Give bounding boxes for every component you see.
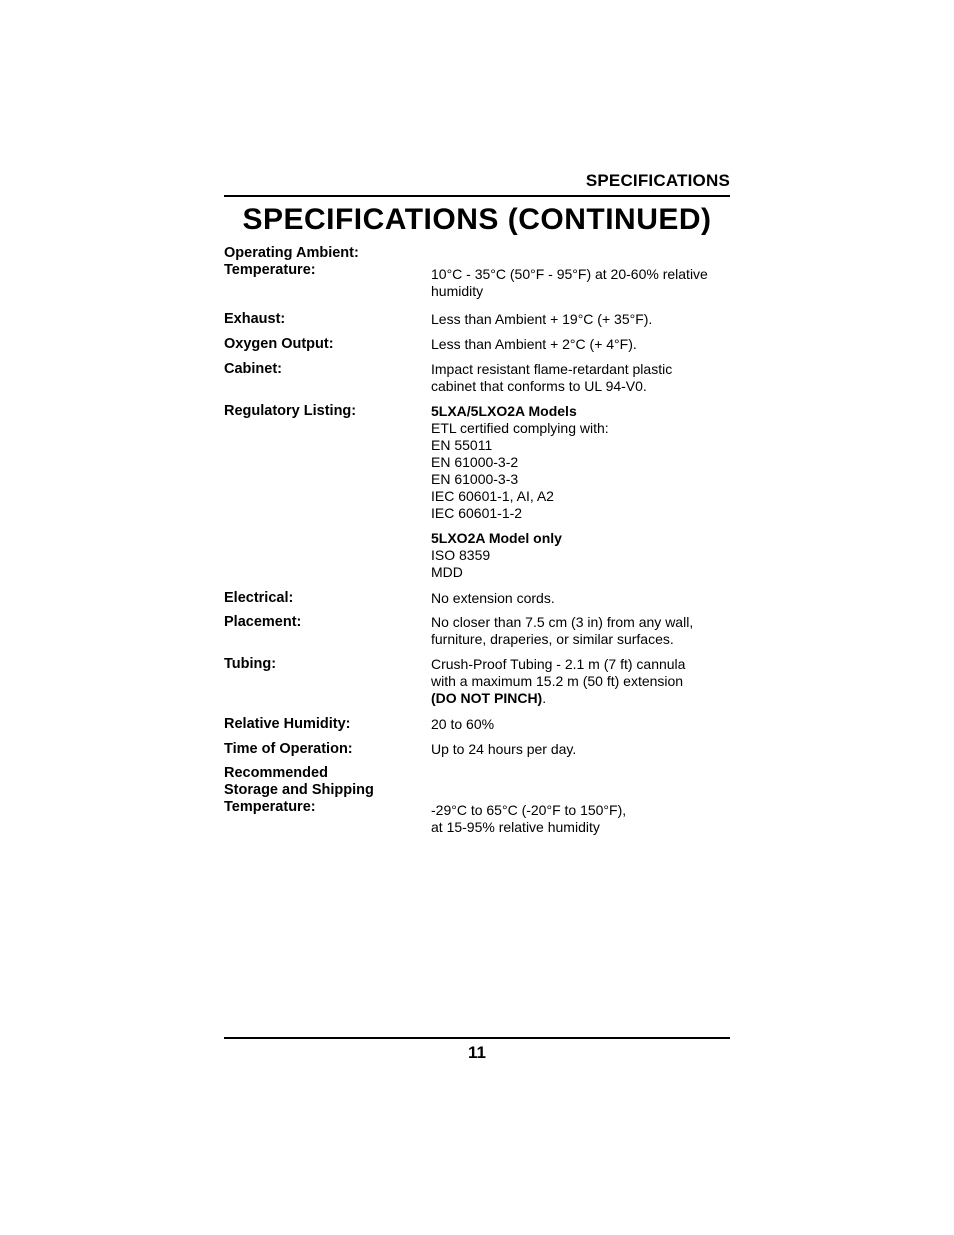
spec-value: Less than Ambient + 19°C (+ 35°F).: [431, 311, 653, 327]
spec-row-storage: [224, 765, 730, 835]
tubing-warning: (DO NOT PINCH): [431, 690, 543, 706]
spec-label: Relative Humidity:: [224, 716, 351, 732]
spec-row-oxygen-output: [224, 336, 730, 361]
storage-value-line: at 15-95% relative humidity: [431, 819, 600, 835]
spec-value: [431, 656, 711, 707]
spec-label-line: Recommended: [224, 765, 328, 781]
spec-label: Electrical:: [224, 590, 294, 606]
header-rule: [224, 195, 730, 197]
regulatory-line: MDD: [431, 564, 463, 580]
spec-row-electrical: [224, 590, 730, 614]
spec-row-operating-ambient: [224, 245, 730, 311]
spec-value: Up to 24 hours per day.: [431, 741, 577, 757]
spec-label-line: Operating Ambient:: [224, 245, 359, 261]
page-number: 11: [468, 1043, 486, 1062]
tubing-text: Crush-Proof Tubing - 2.1 m (7 ft) cannula with a maximum 15.2 m (50 ft) extension: [431, 656, 686, 689]
spec-label: Time of Operation:: [224, 741, 353, 757]
regulatory-line: EN 61000-3-3: [431, 471, 519, 487]
spec-label: Cabinet:: [224, 361, 282, 377]
spec-value: Impact resistant flame-retardant plastic cabinet that conforms to UL 94-V0.: [431, 361, 673, 394]
spec-value: 10°C - 35°C (50°F - 95°F) at 20-60% relative humidity: [431, 266, 708, 299]
spec-row-regulatory: [224, 403, 730, 590]
spec-label: Oxygen Output:: [224, 336, 334, 352]
spec-row-cabinet: [224, 361, 730, 403]
regulatory-group-title: 5LXA/5LXO2A Models: [431, 403, 577, 419]
footer-rule: [224, 1037, 730, 1039]
regulatory-line: ISO 8359: [431, 547, 491, 563]
page: [224, 0, 730, 1235]
spec-label-line: Storage and Shipping: [224, 782, 374, 798]
spec-label: [224, 765, 424, 816]
regulatory-line: EN 61000-3-2: [431, 454, 519, 470]
spec-row-placement: [224, 614, 730, 656]
spec-label: Placement:: [224, 614, 302, 630]
spec-label-line: Temperature:: [224, 799, 316, 815]
storage-value-line: -29°C to 65°C (-20°F to 150°F),: [431, 802, 627, 818]
spec-value: No extension cords.: [431, 590, 555, 606]
spec-row-exhaust: [224, 311, 730, 336]
spec-value: [431, 403, 730, 581]
spec-table: [224, 245, 730, 835]
regulatory-line: ETL certified complying with:: [431, 420, 609, 436]
regulatory-line: IEC 60601-1-2: [431, 505, 523, 521]
page-title: SPECIFICATIONS (CONTINUED): [242, 203, 712, 236]
spec-label: Exhaust:: [224, 311, 286, 327]
spec-row-relative-humidity: [224, 716, 730, 741]
spec-value: No closer than 7.5 cm (3 in) from any wall, furniture, draperies, or similar surfaces.: [431, 614, 694, 647]
spec-value: Less than Ambient + 2°C (+ 4°F).: [431, 336, 637, 352]
tubing-end: .: [542, 690, 547, 706]
regulatory-line: IEC 60601-1, AI, A2: [431, 488, 554, 504]
regulatory-group-title: 5LXO2A Model only: [431, 530, 562, 546]
spec-value: [431, 765, 730, 836]
spec-label: Tubing:: [224, 656, 277, 672]
spec-label: [224, 245, 424, 279]
spec-label: Regulatory Listing:: [224, 403, 357, 419]
spec-label-line: Temperature:: [224, 262, 316, 278]
spec-value: 20 to 60%: [431, 716, 495, 732]
spec-row-time-of-operation: [224, 741, 730, 765]
spec-row-tubing: [224, 656, 730, 716]
running-header: SPECIFICATIONS: [585, 171, 730, 190]
regulatory-line: EN 55011: [431, 437, 493, 453]
